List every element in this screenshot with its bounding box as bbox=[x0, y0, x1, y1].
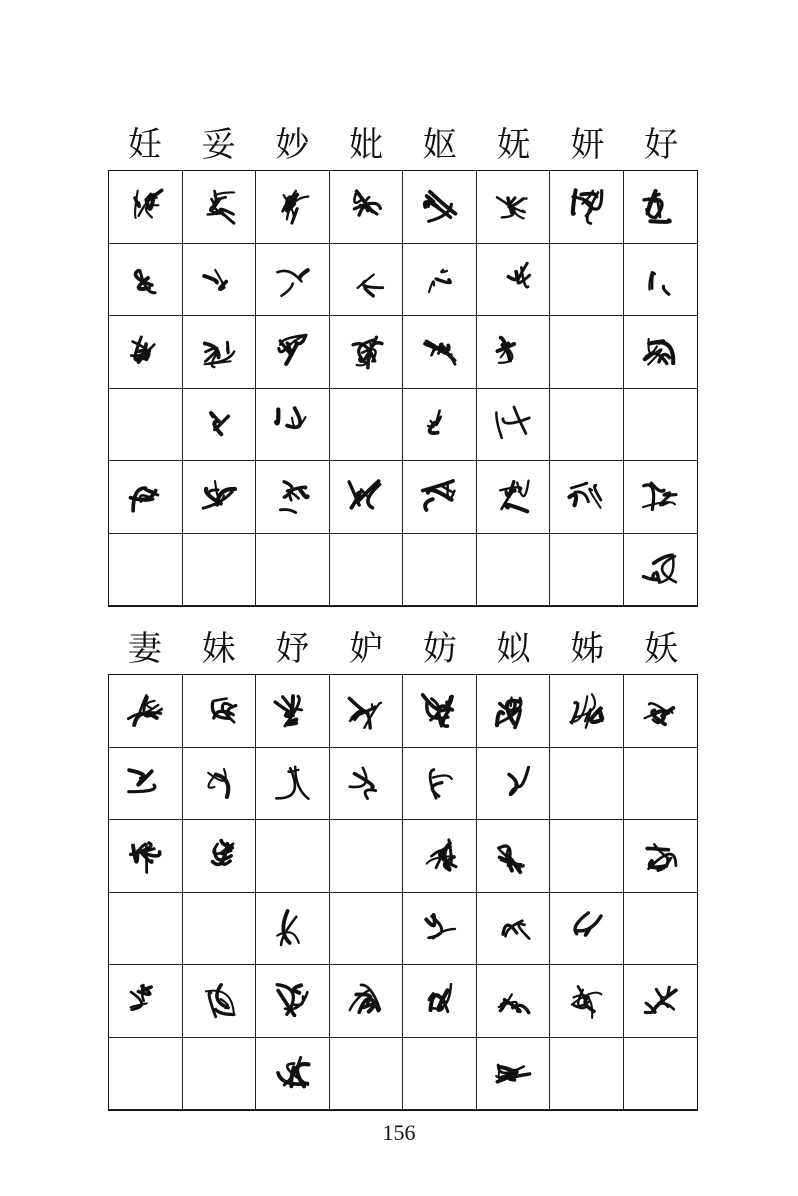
glyph-cell bbox=[624, 316, 698, 389]
empty-cell bbox=[550, 534, 624, 607]
empty-cell bbox=[624, 1038, 698, 1111]
seal-script-glyph bbox=[416, 688, 462, 734]
seal-script-glyph bbox=[416, 833, 462, 879]
glyph-cell bbox=[403, 389, 477, 462]
empty-cell bbox=[330, 893, 404, 966]
glyph-cell bbox=[624, 675, 698, 748]
seal-script-glyph bbox=[343, 688, 389, 734]
glyph-cell bbox=[550, 893, 624, 966]
glyph-grid-bottom bbox=[108, 674, 698, 1111]
glyph-cell bbox=[183, 965, 257, 1038]
seal-script-glyph bbox=[196, 401, 242, 447]
glyph-cell bbox=[330, 244, 404, 317]
glyph-cell bbox=[256, 316, 330, 389]
glyph-cell bbox=[477, 316, 551, 389]
seal-script-glyph bbox=[563, 184, 609, 230]
glyph-cell bbox=[183, 675, 257, 748]
glyph-cell bbox=[624, 171, 698, 244]
glyph-cell bbox=[256, 389, 330, 462]
empty-cell bbox=[477, 534, 551, 607]
seal-script-glyph bbox=[490, 905, 536, 951]
glyph-cell bbox=[550, 171, 624, 244]
empty-cell bbox=[183, 534, 257, 607]
seal-script-glyph bbox=[416, 760, 462, 806]
seal-script-glyph bbox=[416, 401, 462, 447]
glyph-cell bbox=[403, 893, 477, 966]
seal-script-glyph bbox=[122, 474, 168, 520]
glyph-cell bbox=[256, 965, 330, 1038]
seal-script-glyph bbox=[343, 184, 389, 230]
glyph-cell bbox=[330, 316, 404, 389]
seal-script-glyph bbox=[490, 833, 536, 879]
seal-script-glyph bbox=[196, 833, 242, 879]
glyph-cell bbox=[477, 820, 551, 893]
glyph-cell bbox=[403, 820, 477, 893]
seal-script-glyph bbox=[269, 329, 315, 375]
seal-script-glyph bbox=[490, 688, 536, 734]
empty-cell bbox=[109, 893, 183, 966]
glyph-cell bbox=[403, 461, 477, 534]
glyph-cell bbox=[109, 244, 183, 317]
seal-script-glyph bbox=[343, 474, 389, 520]
seal-script-glyph bbox=[343, 256, 389, 302]
glyph-cell bbox=[624, 965, 698, 1038]
glyph-cell bbox=[330, 461, 404, 534]
empty-cell bbox=[183, 893, 257, 966]
glyph-cell bbox=[477, 1038, 551, 1111]
empty-cell bbox=[256, 820, 330, 893]
empty-cell bbox=[550, 389, 624, 462]
glyph-cell bbox=[550, 965, 624, 1038]
seal-script-glyph bbox=[122, 978, 168, 1024]
seal-script-glyph bbox=[343, 760, 389, 806]
seal-script-glyph bbox=[490, 760, 536, 806]
seal-script-glyph bbox=[196, 184, 242, 230]
glyph-grid-top bbox=[108, 170, 698, 607]
seal-script-glyph bbox=[196, 760, 242, 806]
seal-script-glyph bbox=[122, 329, 168, 375]
glyph-cell bbox=[403, 675, 477, 748]
seal-script-glyph bbox=[563, 688, 609, 734]
glyph-cell bbox=[256, 171, 330, 244]
seal-script-glyph bbox=[416, 329, 462, 375]
glyph-cell bbox=[183, 748, 257, 821]
seal-script-glyph bbox=[196, 329, 242, 375]
glyph-cell bbox=[109, 748, 183, 821]
empty-cell bbox=[550, 1038, 624, 1111]
glyph-cell bbox=[183, 244, 257, 317]
seal-script-glyph bbox=[490, 401, 536, 447]
seal-script-glyph bbox=[269, 401, 315, 447]
glyph-cell bbox=[256, 244, 330, 317]
glyph-cell bbox=[183, 316, 257, 389]
seal-script-glyph bbox=[269, 256, 315, 302]
column-header: 妪 bbox=[422, 125, 457, 165]
seal-script-glyph bbox=[196, 978, 242, 1024]
glyph-cell bbox=[256, 748, 330, 821]
column-header: 妒 bbox=[349, 629, 384, 669]
glyph-cell bbox=[403, 316, 477, 389]
column-header: 妤 bbox=[275, 629, 310, 669]
seal-script-glyph bbox=[637, 546, 683, 592]
seal-script-glyph bbox=[196, 474, 242, 520]
glyph-cell bbox=[477, 893, 551, 966]
seal-script-glyph bbox=[122, 833, 168, 879]
seal-script-glyph bbox=[269, 905, 315, 951]
glyph-cell bbox=[109, 316, 183, 389]
glyph-cell bbox=[477, 675, 551, 748]
glyph-cell bbox=[256, 893, 330, 966]
seal-script-glyph bbox=[637, 833, 683, 879]
column-header: 妖 bbox=[644, 629, 679, 669]
empty-cell bbox=[624, 389, 698, 462]
seal-script-glyph bbox=[490, 1050, 536, 1096]
empty-cell bbox=[550, 244, 624, 317]
seal-script-glyph bbox=[490, 978, 536, 1024]
column-header: 妍 bbox=[570, 125, 605, 165]
page-number: 156 bbox=[382, 1120, 416, 1145]
glyph-cell bbox=[477, 461, 551, 534]
glyph-cell bbox=[403, 244, 477, 317]
seal-script-glyph bbox=[269, 688, 315, 734]
empty-cell bbox=[550, 316, 624, 389]
glyph-cell bbox=[624, 244, 698, 317]
empty-cell bbox=[109, 389, 183, 462]
glyph-cell bbox=[183, 171, 257, 244]
glyph-cell bbox=[403, 748, 477, 821]
column-header: 好 bbox=[644, 125, 679, 165]
seal-script-glyph bbox=[637, 256, 683, 302]
glyph-cell bbox=[403, 171, 477, 244]
glyph-cell bbox=[477, 389, 551, 462]
glyph-cell bbox=[477, 965, 551, 1038]
empty-cell bbox=[403, 1038, 477, 1111]
empty-cell bbox=[550, 748, 624, 821]
glyph-cell bbox=[330, 675, 404, 748]
header-row-bottom bbox=[108, 624, 698, 674]
seal-script-glyph bbox=[490, 256, 536, 302]
empty-cell bbox=[624, 748, 698, 821]
seal-script-glyph bbox=[416, 256, 462, 302]
glyph-cell bbox=[624, 820, 698, 893]
seal-script-glyph bbox=[196, 688, 242, 734]
glyph-cell bbox=[477, 748, 551, 821]
glyph-cell bbox=[109, 820, 183, 893]
seal-script-glyph bbox=[269, 184, 315, 230]
seal-script-glyph bbox=[122, 184, 168, 230]
column-header: 妹 bbox=[201, 629, 236, 669]
column-header: 妩 bbox=[496, 125, 531, 165]
seal-script-glyph bbox=[637, 184, 683, 230]
seal-script-glyph bbox=[269, 760, 315, 806]
seal-script-glyph bbox=[122, 688, 168, 734]
seal-script-glyph bbox=[269, 474, 315, 520]
glyph-cell bbox=[256, 675, 330, 748]
seal-script-glyph bbox=[563, 978, 609, 1024]
header-row-top bbox=[108, 120, 698, 170]
seal-script-glyph bbox=[416, 474, 462, 520]
glyph-cell bbox=[183, 461, 257, 534]
empty-cell bbox=[403, 534, 477, 607]
seal-script-glyph bbox=[416, 184, 462, 230]
seal-script-glyph bbox=[490, 329, 536, 375]
column-header: 姊 bbox=[570, 629, 605, 669]
seal-script-glyph bbox=[637, 978, 683, 1024]
glyph-cell bbox=[624, 461, 698, 534]
glyph-cell bbox=[550, 675, 624, 748]
seal-script-glyph bbox=[563, 905, 609, 951]
empty-cell bbox=[183, 1038, 257, 1111]
empty-cell bbox=[109, 534, 183, 607]
seal-script-glyph bbox=[122, 256, 168, 302]
seal-script-glyph bbox=[343, 978, 389, 1024]
column-header: 妻 bbox=[127, 629, 162, 669]
seal-script-glyph bbox=[416, 905, 462, 951]
seal-script-glyph bbox=[490, 184, 536, 230]
seal-script-glyph bbox=[637, 474, 683, 520]
column-header: 妣 bbox=[349, 125, 384, 165]
empty-cell bbox=[330, 1038, 404, 1111]
glyph-cell bbox=[183, 820, 257, 893]
seal-script-glyph bbox=[490, 474, 536, 520]
glyph-cell bbox=[477, 171, 551, 244]
glyph-cell bbox=[477, 244, 551, 317]
seal-script-glyph bbox=[637, 688, 683, 734]
empty-cell bbox=[550, 820, 624, 893]
glyph-cell bbox=[256, 1038, 330, 1111]
column-header: 妊 bbox=[127, 125, 162, 165]
column-header: 妥 bbox=[201, 125, 236, 165]
glyph-cell bbox=[109, 675, 183, 748]
glyph-cell bbox=[624, 534, 698, 607]
seal-script-glyph bbox=[269, 1050, 315, 1096]
glyph-cell bbox=[550, 461, 624, 534]
empty-cell bbox=[330, 534, 404, 607]
empty-cell bbox=[330, 820, 404, 893]
glyph-cell bbox=[109, 171, 183, 244]
column-header: 姒 bbox=[496, 629, 531, 669]
column-header: 妨 bbox=[422, 629, 457, 669]
empty-cell bbox=[330, 389, 404, 462]
empty-cell bbox=[256, 534, 330, 607]
glyph-cell bbox=[109, 965, 183, 1038]
seal-script-glyph bbox=[122, 760, 168, 806]
seal-script-glyph bbox=[416, 978, 462, 1024]
glyph-cell bbox=[330, 171, 404, 244]
seal-script-glyph bbox=[637, 329, 683, 375]
empty-cell bbox=[109, 1038, 183, 1111]
seal-script-glyph bbox=[343, 329, 389, 375]
glyph-cell bbox=[330, 748, 404, 821]
glyph-cell bbox=[109, 461, 183, 534]
glyph-cell bbox=[183, 389, 257, 462]
seal-script-glyph bbox=[269, 978, 315, 1024]
empty-cell bbox=[624, 893, 698, 966]
column-header: 妙 bbox=[275, 125, 310, 165]
glyph-cell bbox=[403, 965, 477, 1038]
glyph-cell bbox=[330, 965, 404, 1038]
glyph-cell bbox=[256, 461, 330, 534]
seal-script-glyph bbox=[563, 474, 609, 520]
seal-script-glyph bbox=[196, 256, 242, 302]
